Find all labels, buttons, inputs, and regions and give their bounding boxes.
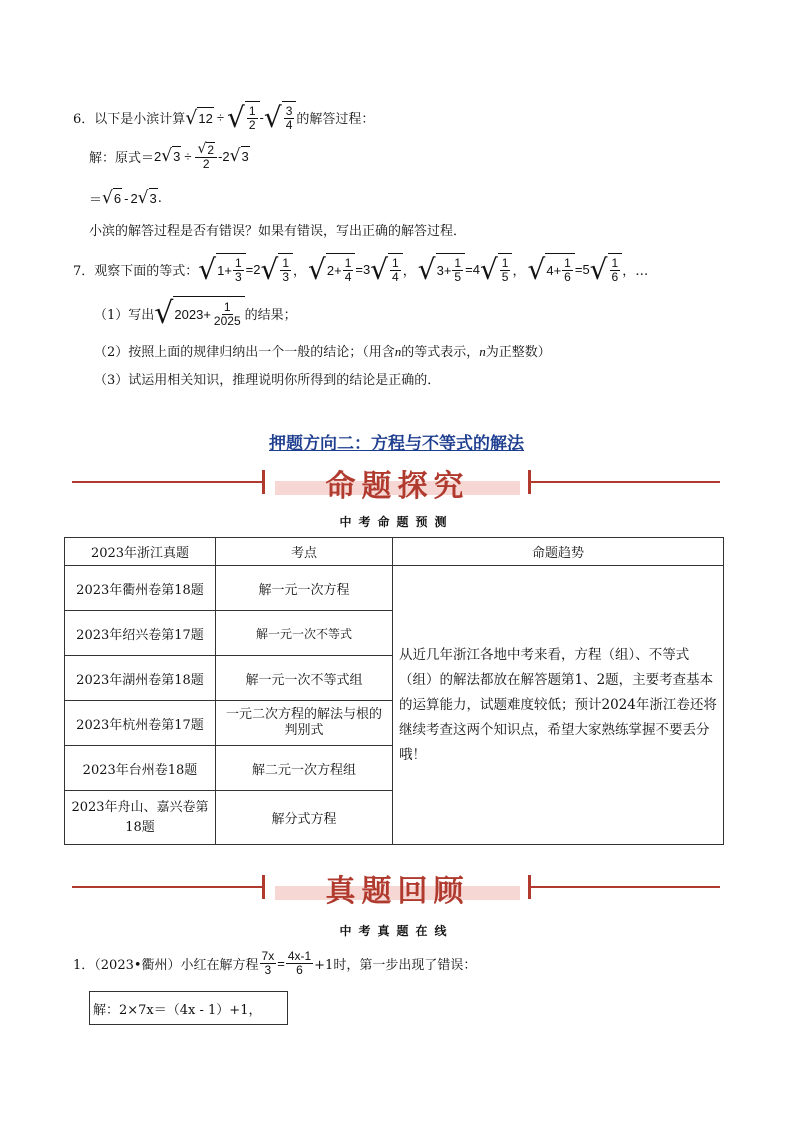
banner-zhenti — [0, 868, 793, 908]
q6-number: 6． — [73, 112, 95, 127]
banner-tick-left — [262, 875, 265, 899]
q7-sub2-c: 为正整数） — [485, 345, 551, 360]
q7-sub3: （3）试运用相关知识，推理说明你所得到的结论是正确的． — [94, 373, 441, 388]
minus-sign: - — [259, 110, 264, 125]
sqrt-2023-expr: √ 2023+ $\frac{1}{2025}$ — [154, 296, 244, 331]
th-point: 考点 — [216, 538, 393, 566]
cell-point: 一元二次方程的解法与根的判别式 — [216, 701, 393, 746]
banner-line-left — [72, 886, 262, 888]
q7-sub1-suffix: 的结果； — [244, 308, 297, 323]
q7-sub1 — [94, 296, 297, 331]
eq-sign: = — [574, 262, 583, 277]
q6-step2 — [89, 188, 162, 208]
minus-2: - — [218, 148, 223, 164]
coef-2b: 2 — [222, 148, 230, 164]
q7-equation-term — [527, 253, 650, 286]
sqrt-lhs: √ 1 + $\frac{1}{3}$ — [198, 253, 245, 286]
var-n: n — [394, 344, 402, 359]
coef: 4 — [472, 262, 480, 277]
exam-q1 — [73, 950, 476, 976]
cell-point: 解二元一次方程组 — [216, 746, 393, 791]
exam-q1-prefix: 1．（2023•衢州）小红在解方程 — [73, 957, 259, 973]
coef: 5 — [582, 262, 590, 277]
separator: ， — [293, 264, 307, 279]
eq-prefix: ＝ — [89, 192, 103, 208]
answer-box-text: 解：2×7x＝（4x - 1）+1， — [93, 1003, 262, 1018]
sqrt-half: √ $\frac{1}{2}$ — [227, 101, 260, 134]
var-n-2: n — [479, 344, 486, 359]
sqrt-rhs: √ $\frac{1}{6}$ — [590, 253, 623, 286]
sqrt-3c: √ 3 — [137, 188, 157, 208]
coef-2: 2 — [154, 148, 162, 164]
frac-4x-1-6: $\frac{4x-1}{6}$ — [287, 949, 312, 977]
banner-mingti — [0, 463, 793, 503]
separator: ， — [402, 264, 416, 279]
div-sign-2: ÷ — [184, 148, 192, 164]
sqrt-rhs: √ $\frac{1}{3}$ — [260, 253, 293, 286]
sqrt-lhs: √ 2 + $\frac{1}{4}$ — [308, 253, 355, 286]
banner-title: 真题回顾 — [325, 874, 470, 909]
q6-step1 — [89, 142, 250, 170]
coef: 3 — [362, 262, 371, 277]
th-source: 2023年浙江真题 — [65, 538, 216, 566]
banner-line-right — [531, 481, 720, 483]
q7-equation-term — [308, 253, 418, 286]
sqrt-rhs: √ $\frac{1}{4}$ — [370, 253, 403, 286]
banner-title: 命题探究 — [325, 469, 470, 504]
eq-sign: = — [355, 262, 363, 277]
sqrt-3a: √ 3 — [161, 146, 181, 167]
sqrt-three-quarters: √ $\frac{3}{4}$ — [264, 101, 297, 134]
eq-sign: = — [277, 955, 285, 971]
section-title: 押题方向二：方程与不等式的解法 — [269, 434, 524, 454]
subhead-realexam: 中考真题在线 — [339, 924, 454, 938]
banner-line-left — [72, 481, 262, 483]
cell-point: 解一元一次不等式 — [216, 611, 393, 656]
sqrt-lhs: √ 4 + $\frac{1}{6}$ — [527, 253, 574, 286]
cell-trend: 从近几年浙江各地中考来看，方程（组）、不等式（组）的解法都放在解答题第1、2题，主要考查基本的运算能力，试题难度较低；预计2024年浙江卷还将继续考查这两个知识点，希望大家熟练掌握不要丢分哦！ — [393, 566, 724, 845]
separator: ，… — [622, 264, 649, 279]
coef: 2 — [253, 262, 261, 277]
frac-7x-3: $\frac{7x}{3}$ — [261, 949, 275, 977]
th-trend: 命题趋势 — [393, 538, 724, 566]
minus-3: - — [124, 190, 129, 206]
cell-point: 解一元一次不等式组 — [216, 656, 393, 701]
q6-solve-prefix: 解：原式＝ — [89, 150, 155, 166]
cell-source: 2023年绍兴卷第17题 — [65, 611, 216, 656]
sqrt-3b: √ 3 — [229, 146, 249, 167]
banner-line-right — [531, 886, 720, 888]
sqrt-6: √ 6 — [102, 188, 122, 208]
sqrt-lhs: √ 3 + $\frac{1}{5}$ — [418, 253, 465, 286]
cell-source: 2023年台州卷18题 — [65, 746, 216, 791]
q7-number: 7．观察下面的等式： — [73, 264, 199, 279]
q7-equation-term — [198, 253, 308, 286]
cell-source: 2023年衢州卷第18题 — [65, 566, 216, 611]
coef-2c: 2 — [130, 190, 138, 206]
q7-equations — [198, 253, 650, 286]
sqrt-rhs: √ $\frac{1}{5}$ — [480, 253, 513, 286]
q7-equation-term — [418, 253, 528, 286]
cell-source: 2023年舟山、嘉兴卷第18题 — [65, 791, 216, 845]
cell-source: 2023年湖州卷第18题 — [65, 656, 216, 701]
q7-sub2 — [94, 341, 551, 360]
separator: ， — [512, 264, 526, 279]
q7-sub1-prefix: （1）写出 — [94, 308, 155, 323]
eq-sign: = — [465, 262, 473, 277]
sqrt-12: √ 12 — [185, 106, 213, 129]
eq-sign: = — [245, 262, 254, 277]
q7-stem — [73, 253, 650, 286]
banner-tick-left — [262, 470, 265, 494]
q6-stem — [73, 101, 374, 134]
answer-box — [89, 991, 288, 1025]
root2-over-2: √ 2 2 — [195, 142, 217, 170]
q6-question: 小滨的解答过程是否有错误？如果有错误，写出正确的解答过程． — [89, 224, 467, 239]
cell-source: 2023年杭州卷第17题 — [65, 701, 216, 746]
q6-intro: 以下是小滨计算 — [94, 112, 186, 127]
table-header-row — [65, 538, 724, 566]
period: . — [157, 190, 162, 206]
cell-point: 解一元一次方程 — [216, 566, 393, 611]
q7-sub2-b: 的等式表示， — [401, 345, 480, 360]
subhead-prediction: 中考命题预测 — [339, 515, 454, 529]
prediction-table — [64, 537, 724, 845]
q7-sub2-a: （2）按照上面的规律归纳出一个一般的结论；（用含 — [94, 345, 395, 360]
div-sign: ÷ — [216, 110, 225, 125]
exam-q1-tail: +1时，第一步出现了错误： — [314, 957, 477, 973]
table-row — [65, 566, 724, 611]
q6-intro-tail: 的解答过程： — [296, 112, 375, 127]
cell-point: 解分式方程 — [216, 791, 393, 845]
